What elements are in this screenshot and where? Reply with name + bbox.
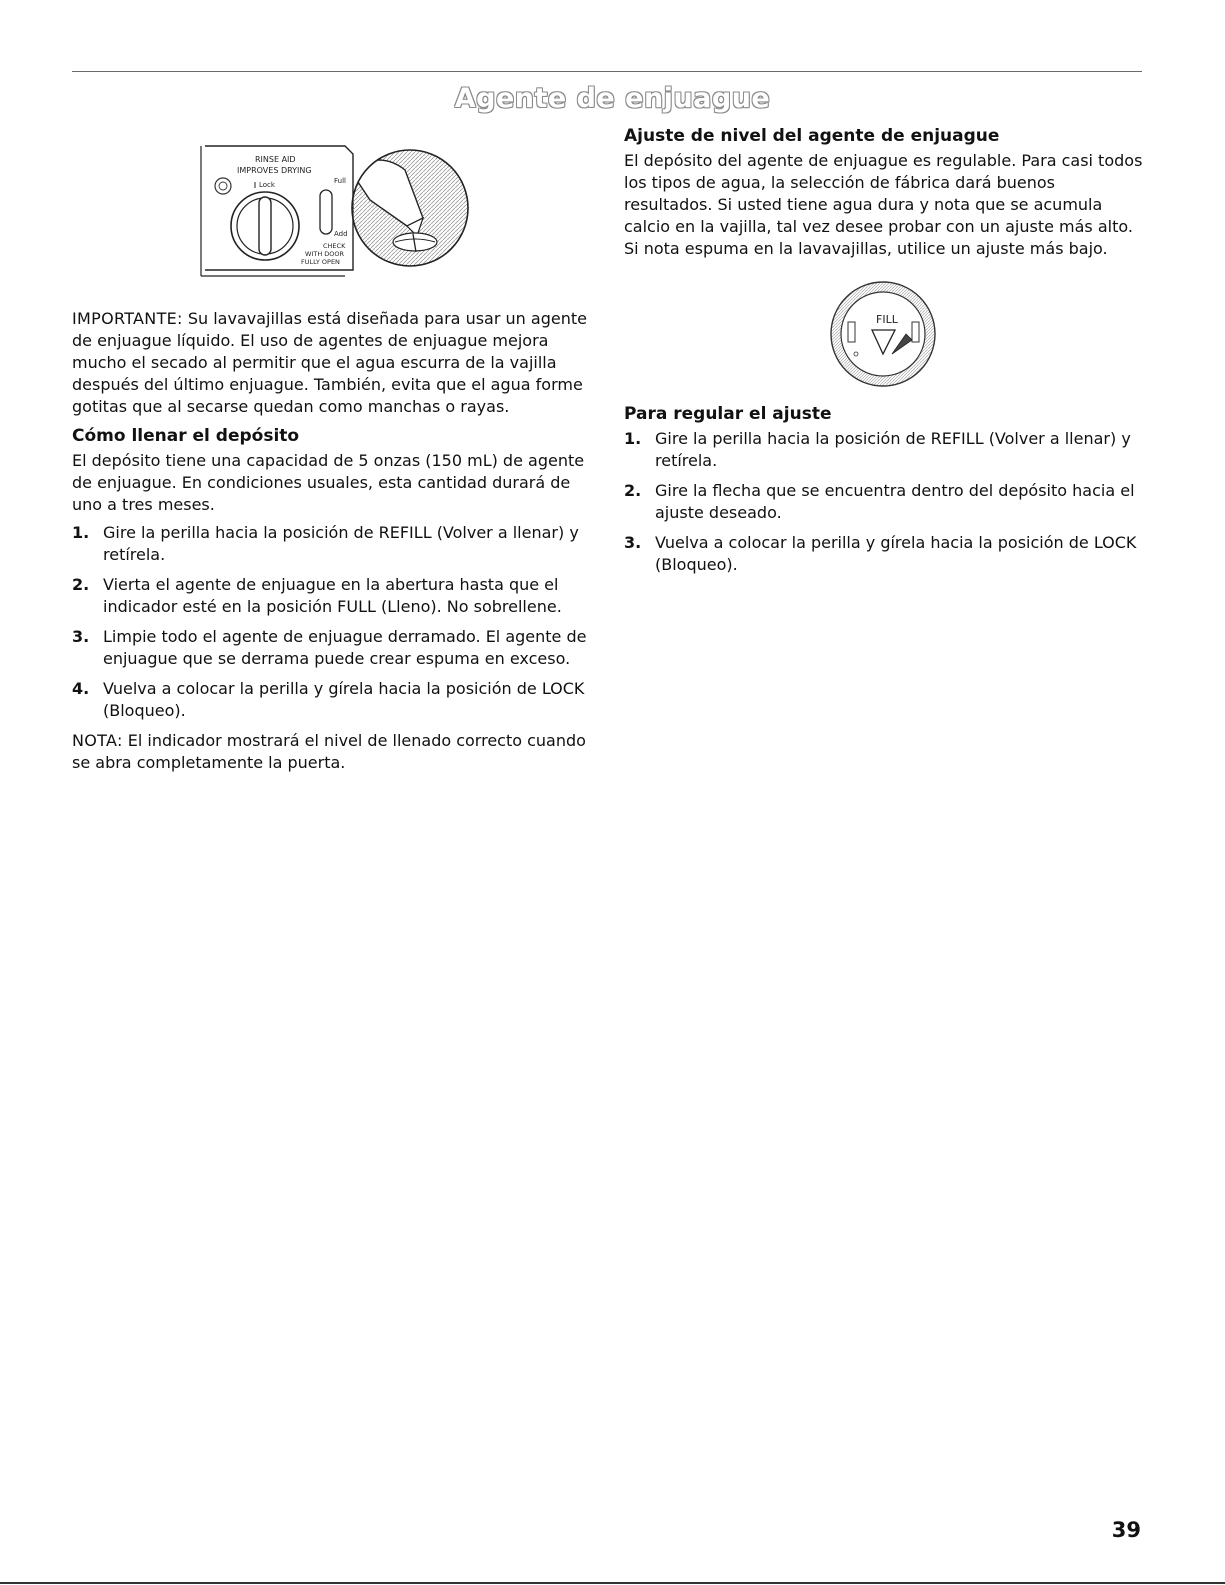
right-column-bottom (624, 402, 1146, 584)
list-item: 2. Vierta el agente de enjuague en la abertura hasta que el indicador esté en la posición FULL (Lleno). No sobrellene. (72, 575, 562, 616)
fill-steps-list (72, 522, 600, 722)
note-label: NOTA: (72, 731, 123, 750)
adjust-heading: Para regular el ajuste (624, 404, 832, 424)
header-rule (72, 71, 1142, 72)
list-item: 3. Limpie todo el agente de enjuague derramado. El agente de enjuague que se derrama puede crear espuma en exceso. (72, 627, 587, 668)
page-title: Agente de enjuague (454, 83, 771, 114)
level-heading: Ajuste de nivel del agente de enjuague (624, 126, 1000, 146)
note-text: El indicador mostrará el nivel de llenado correcto cuando se abra completamente la puerta. (72, 731, 586, 772)
note-paragraph (72, 730, 600, 774)
adjust-steps-list (624, 428, 1146, 576)
dispenser-label-2: IMPROVES DRYING (237, 166, 312, 175)
fill-indicator (320, 190, 332, 234)
dispenser-label-lock: Lock (259, 181, 275, 189)
important-paragraph (72, 308, 600, 418)
svg-text:WITH DOOR: WITH DOOR (305, 250, 345, 258)
important-label: IMPORTANTE: (72, 309, 183, 328)
rinse-aid-dispenser-illustration (195, 140, 475, 280)
fill-knob-illustration (826, 280, 940, 388)
dispenser-vent-icon (215, 178, 231, 194)
fill-heading: Cómo llenar el depósito (72, 426, 300, 446)
svg-text:Full: Full (334, 177, 346, 185)
page-number: 39 (1111, 1518, 1141, 1542)
important-text: Su lavavajillas está diseñada para usar un agente de enjuague líquido. El uso de agentes de enjuague mejora mucho el secado al permitir que el agua escurra de la vajilla después del último enjuague. También, evita que el agua forme gotitas que al secarse quedan como manchas o rayas. (72, 309, 587, 416)
list-item: 2. Gire la flecha que se encuentra dentro del depósito hacia el ajuste deseado. (624, 481, 1135, 522)
knob-fill-label: FILL (876, 313, 898, 326)
svg-text:Add: Add (334, 230, 348, 238)
right-column-top (624, 124, 1146, 266)
list-item: 1. Gire la perilla hacia la posición de REFILL (Volver a llenar) y retírela. (624, 429, 1131, 470)
svg-text:FULLY OPEN: FULLY OPEN (301, 258, 340, 266)
list-item: 3. Vuelva a colocar la perilla y gírela hacia la posición de LOCK (Bloqueo). (624, 533, 1137, 574)
fill-intro: El depósito tiene una capacidad de 5 onzas (150 mL) de agente de enjuague. En condiciones usuales, esta cantidad durará de uno a tres meses. (72, 451, 585, 514)
footer-rule (0, 1582, 1225, 1584)
level-text: El depósito del agente de enjuague es regulable. Para casi todos los tipos de agua, la selección de fábrica dará buenos resultados. Si usted tiene agua dura y nota que se acumula calcio en la vajilla, tal vez desee probar con un ajuste más alto. Si nota espuma en la lavavajillas, utilice un ajuste más bajo. (624, 151, 1143, 258)
svg-text:CHECK: CHECK (323, 242, 346, 250)
list-item: 1. Gire la perilla hacia la posición de REFILL (Volver a llenar) y retírela. (72, 523, 579, 564)
list-item: 4. Vuelva a colocar la perilla y gírela hacia la posición de LOCK (Bloqueo). (72, 679, 585, 720)
dispenser-label-1: RINSE AID (255, 155, 296, 164)
left-column (72, 308, 600, 780)
